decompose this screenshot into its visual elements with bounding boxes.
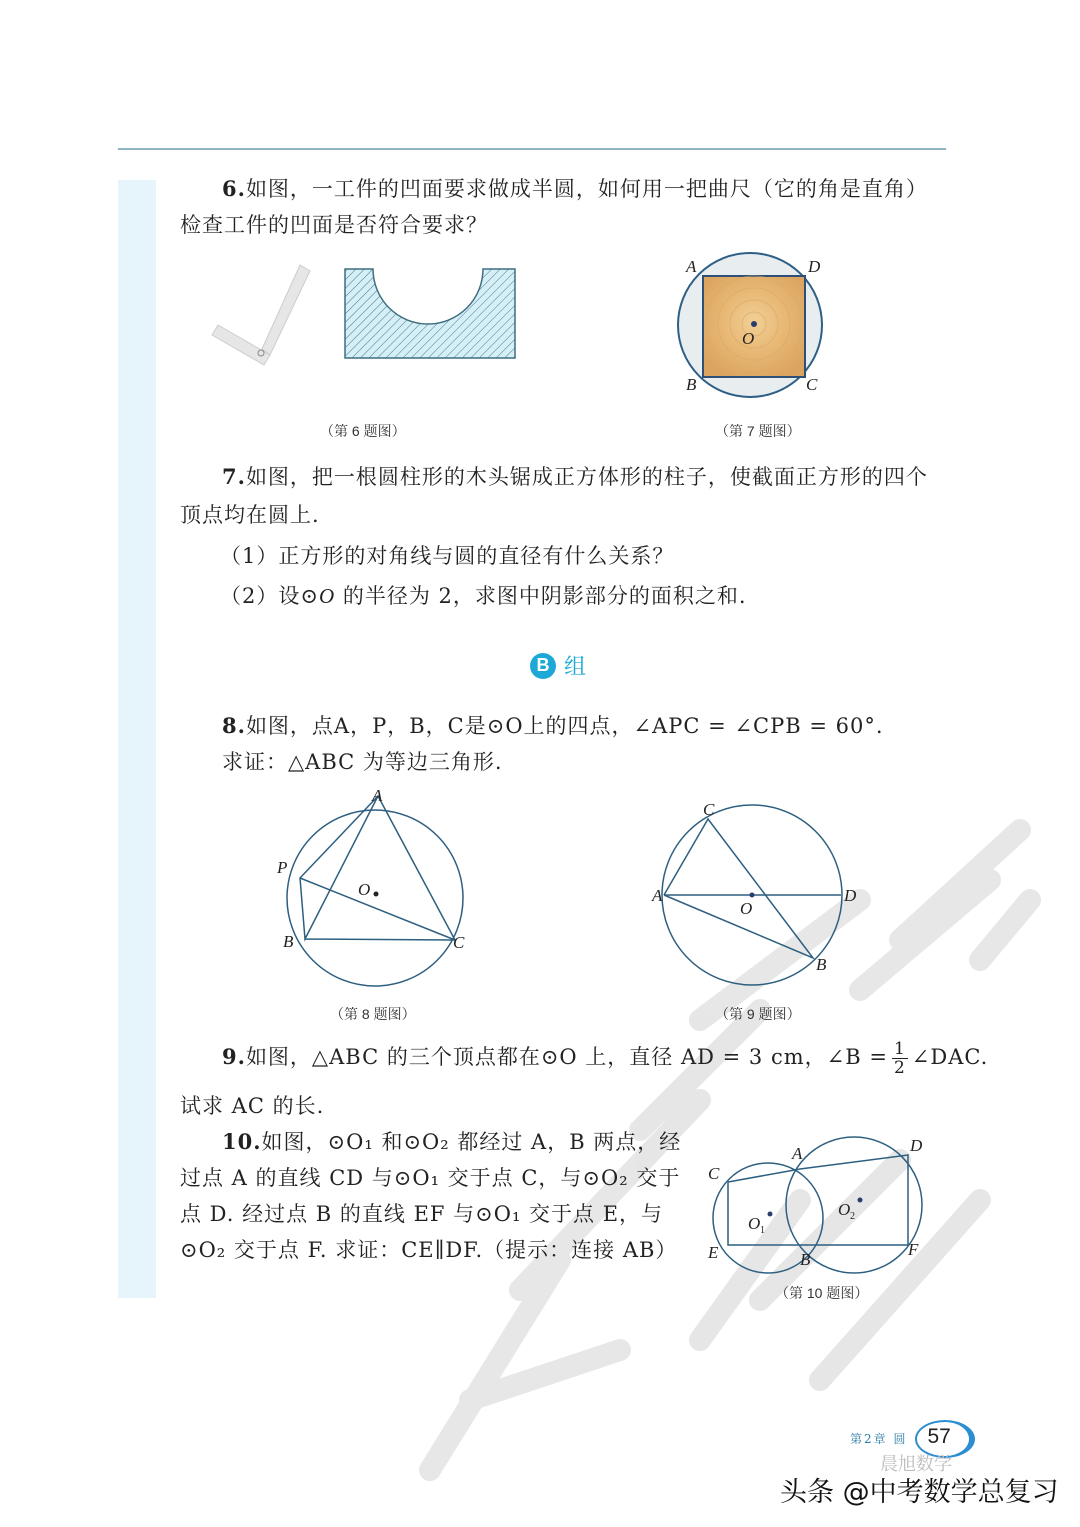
- svg-text:A: A: [792, 1144, 803, 1163]
- fraction-one-half: $\frac{1}{2}$: [893, 1039, 906, 1078]
- svg-text:F: F: [908, 1240, 919, 1259]
- svg-text:P: P: [277, 858, 288, 877]
- svg-text:O: O: [748, 1214, 761, 1233]
- q10-line2: 过点 A 的直线 CD 与⊙O₁ 交于点 C，与⊙O₂ 交于: [180, 1166, 681, 1190]
- q10-line4: ⊙O₂ 交于点 F. 求证：CE∥DF.（提示：连接 AB）: [180, 1238, 678, 1262]
- q10-figure: [700, 1125, 940, 1275]
- q8-line1: 8.如图，点A，P，B，C是⊙O上的四点，∠APC = ∠CPB = 60°.: [222, 713, 884, 738]
- svg-text:D: D: [910, 1136, 923, 1155]
- credit-overlay: 头条 @中考数学总复习: [780, 1477, 1059, 1508]
- svg-text:B: B: [816, 955, 827, 974]
- q9-line2: 试求 AC 的长.: [180, 1094, 325, 1118]
- credit-sub: 晨旭数学: [880, 1454, 952, 1475]
- header-rule: [118, 148, 946, 150]
- q7-line1: 7.如图，把一根圆柱形的木头锯成正方体形的柱子，使截面正方形的四个: [222, 464, 928, 489]
- q8-caption: （第 8 题图）: [330, 1006, 416, 1022]
- q9-line1: 9.如图，△ABC 的三个顶点都在⊙O 上，直径 AD = 3 cm，∠B = $\frac{1}{2}$ ∠DAC.: [222, 1039, 989, 1078]
- svg-text:C: C: [703, 800, 715, 819]
- q6-caption: （第 6 题图）: [320, 423, 406, 439]
- q7-figure: [670, 248, 850, 398]
- svg-text:1: 1: [760, 1225, 765, 1236]
- svg-text:O: O: [838, 1200, 851, 1219]
- q7-sub2: （2）设⊙O 的半径为 2，求图中阴影部分的面积之和.: [220, 584, 747, 608]
- q9-figure: [648, 795, 868, 995]
- group-label: 组: [564, 655, 587, 680]
- carpenter-square-icon: [212, 265, 310, 365]
- svg-text:A: A: [652, 886, 663, 905]
- q6-line1: 6.如图，一工件的凹面要求做成半圆，如何用一把曲尺（它的角是直角）: [222, 176, 928, 201]
- q10-line1: 10.如图，⊙O₁ 和⊙O₂ 都经过 A，B 两点，经: [222, 1129, 682, 1154]
- chapter-label: 第2章 圆: [850, 1431, 908, 1446]
- q8-figure: [265, 785, 485, 995]
- svg-text:2: 2: [850, 1211, 855, 1222]
- q7-line2: 顶点均在圆上.: [180, 503, 320, 527]
- svg-text:O: O: [358, 880, 371, 899]
- svg-text:E: E: [708, 1243, 719, 1262]
- q9-caption: （第 9 题图）: [715, 1006, 801, 1022]
- q7-sub1: （1）正方形的对角线与圆的直径有什么关系？: [220, 544, 675, 568]
- q7-caption: （第 7 题图）: [715, 423, 801, 439]
- svg-text:B: B: [800, 1250, 811, 1269]
- svg-text:A: A: [686, 257, 697, 276]
- group-badge: B: [530, 653, 556, 679]
- svg-text:D: D: [844, 886, 857, 905]
- q6-figure: [200, 255, 530, 375]
- svg-text:C: C: [708, 1164, 720, 1183]
- svg-text:C: C: [806, 375, 818, 394]
- svg-text:B: B: [686, 375, 697, 394]
- q8-line2: 求证：△ABC 为等边三角形.: [222, 750, 503, 774]
- group-b-header: [530, 650, 586, 681]
- svg-text:A: A: [372, 786, 383, 805]
- margin-band: [118, 180, 156, 1298]
- svg-text:O: O: [742, 329, 755, 348]
- svg-text:B: B: [283, 932, 294, 951]
- page-number: 57: [915, 1420, 973, 1456]
- q10-line3: 点 D. 经过点 B 的直线 EF 与⊙O₁ 交于点 E，与: [180, 1202, 664, 1226]
- svg-text:O: O: [740, 899, 753, 918]
- q6-line2: 检查工件的凹面是否符合要求？: [180, 213, 488, 237]
- svg-text:D: D: [808, 257, 821, 276]
- q10-caption: （第 10 题图）: [775, 1285, 869, 1301]
- svg-text:C: C: [453, 933, 465, 952]
